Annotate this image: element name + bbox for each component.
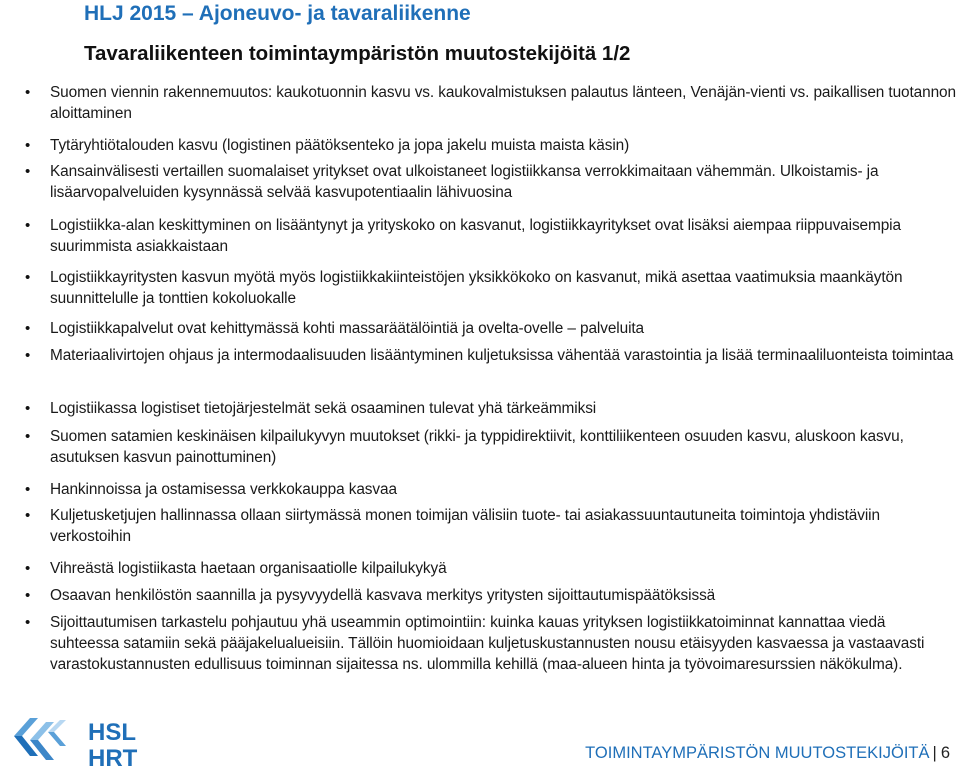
slide-subtitle: Tavaraliikenteen toimintaympäristön muutostekijöitä 1/2: [84, 42, 631, 65]
bullet-item: • Osaavan henkilöstön saannilla ja pysyvyydellä kasvava merkitys yritysten sijoittautumispäätöksissä: [50, 585, 958, 606]
bullet-item: • Kansainvälisesti vertaillen suomalaiset yritykset ovat ulkoistaneet logistiikkansa verrokkimaitaan vähemmän. Ulkoistamis- ja lisäarvopalveluiden kysynnässä selvää kasvupotentiaalin lähivuosina: [50, 161, 958, 203]
footer: [585, 744, 950, 763]
logo-mark-icon: [14, 718, 66, 760]
hsl-hrt-logo: [8, 712, 143, 770]
bullet-item: • Logistiikassa logistiset tietojärjestelmät sekä osaaminen tulevat yhä tärkeämmiksi: [50, 398, 958, 419]
bullet-item: • Logistiikka-alan keskittyminen on lisääntynyt ja yrityskoko on kasvanut, logistiikkayritykset ovat lisäksi aiempaa riippuvaisempia suurimmista asiakkaistaan: [50, 215, 958, 257]
bullet-item: • Suomen viennin rakennemuutos: kaukotuonnin kasvu vs. kaukovalmistuksen palautus länteen, Venäjän-vienti vs. paikallisen tuotannon aloittaminen: [50, 82, 958, 124]
bullet-item: • Kuljetusketjujen hallinnassa ollaan siirtymässä monen toimijan välisiin tuote- tai asiakassuuntautuneita toimintoja yhdistäviin verkostoihin: [50, 505, 958, 547]
logo-text-hrt: HRT: [88, 745, 138, 770]
bullet-item: • Logistiikkayritysten kasvun myötä myös logistiikkakiinteistöjen yksikkökoko on kasvanut, mikä asettaa vaatimuksia maankäytön suunnittelulle ja tonttien kokoluokalle: [50, 267, 958, 309]
bullet-item: • Tytäryhtiötalouden kasvu (logistinen päätöksenteko ja jopa jakelu muista maista käsin): [50, 135, 958, 156]
bullet-item: • Sijoittautumisen tarkastelu pohjautuu yhä useammin optimointiin: kuinka kauas yrityksen logistiikkatoiminnat kannattaa viedä suhteessa satamiin sekä pääjakelualueisiin. Tällöin huomioidaan kuljetuskustannusten nousu etäisyyden kasvaessa ja vastaavasti varastokustannusten edullisuus toiminnan sijaitessa ns. ulommilla kehillä (maa-alueen hinta ja työvoimaresurssien näkökulma).: [50, 612, 958, 675]
slide-title: HLJ 2015 – Ajoneuvo- ja tavaraliikenne: [84, 2, 471, 25]
bullet-item: • Materiaalivirtojen ohjaus ja intermodaalisuuden lisääntyminen kuljetuksissa vähentää varastointia ja lisää terminaaliluonteista toimintaa: [50, 345, 958, 366]
logo-text-hsl: HSL: [88, 719, 136, 746]
bullet-item: • Suomen satamien keskinäisen kilpailukyvyn muutokset (rikki- ja typpidirektiivit, konttiliikenteen osuuden kasvu, aluskoon kasvu, asutuksen kasvun painottuminen): [50, 426, 958, 468]
footer-section: TOIMINTAYMPÄRISTÖN MUUTOSTEKIJÖITÄ: [585, 744, 930, 762]
bullet-item: • Logistiikkapalvelut ovat kehittymässä kohti massaräätälöintiä ja ovelta-ovelle – palveluita: [50, 318, 958, 339]
page-number: 6: [940, 744, 950, 762]
footer-separator: |: [932, 744, 937, 762]
bullet-item: • Vihreästä logistiikasta haetaan organisaatiolle kilpailukykyä: [50, 558, 958, 579]
bullet-item: • Hankinnoissa ja ostamisessa verkkokauppa kasvaa: [50, 479, 958, 500]
